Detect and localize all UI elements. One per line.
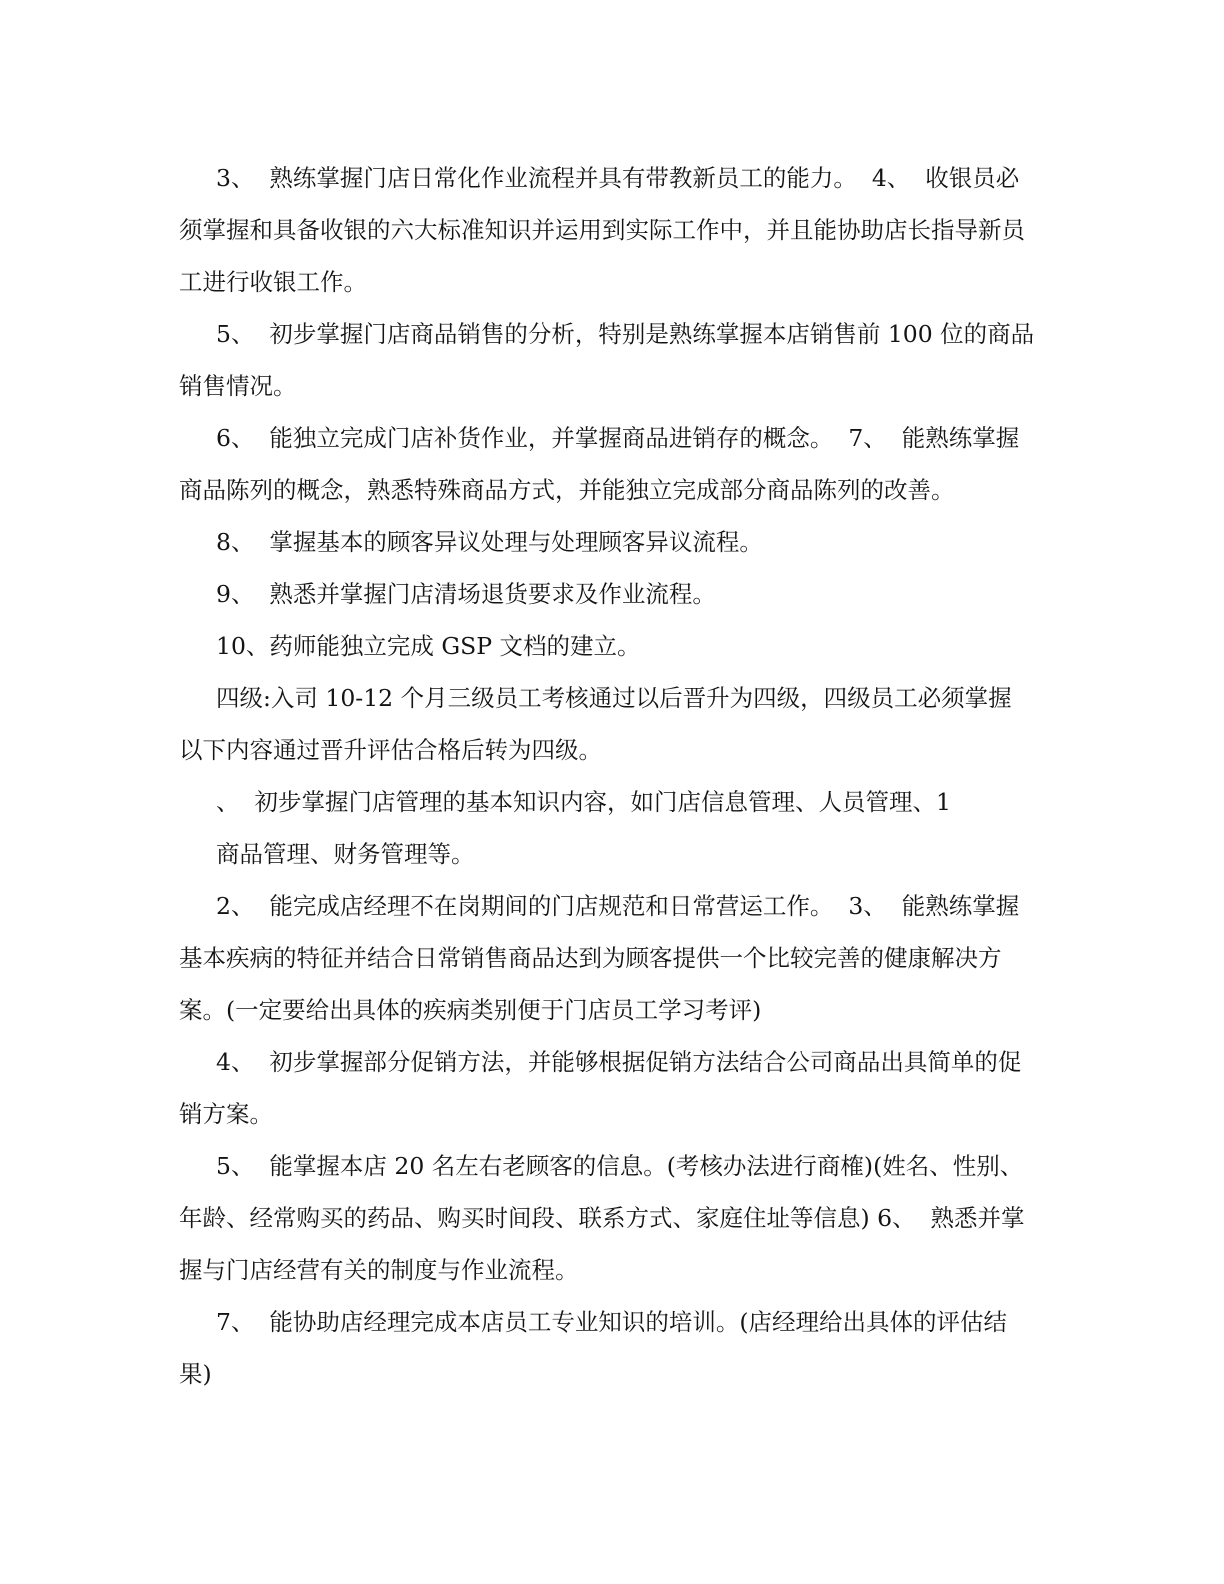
paragraph-line: 商品陈列的概念，熟悉特殊商品方式，并能独立完成部分商品陈列的改善。 <box>179 476 955 504</box>
paragraph-line: 6、 能独立完成门店补货作业，并掌握商品进销存的概念。 7、 能熟练掌握 <box>216 424 1020 452</box>
paragraph-line: 、 初步掌握门店管理的基本知识内容，如门店信息管理、人员管理、1 <box>216 788 951 816</box>
paragraph-line: 工进行收银工作。 <box>179 268 367 296</box>
paragraph-line: 以下内容通过晋升评估合格后转为四级。 <box>179 736 602 764</box>
paragraph-line: 案。(一定要给出具体的疾病类别便于门店员工学习考评) <box>179 996 762 1024</box>
paragraph-line: 8、 掌握基本的顾客异议处理与处理顾客异议流程。 <box>216 528 763 556</box>
paragraph-line: 商品管理、财务管理等。 <box>216 840 475 868</box>
paragraph-line: 基本疾病的特征并结合日常销售商品达到为顾客提供一个比较完善的健康解决方 <box>179 944 1002 972</box>
document-body <box>179 152 1041 1400</box>
paragraph-line: 握与门店经营有关的制度与作业流程。 <box>179 1256 579 1284</box>
paragraph-line: 7、 能协助店经理完成本店员工专业知识的培训。(店经理给出具体的评估结 <box>216 1308 1008 1336</box>
paragraph-line: 9、 熟悉并掌握门店清场退货要求及作业流程。 <box>216 580 716 608</box>
paragraph-line: 销方案。 <box>179 1100 273 1128</box>
paragraph-line: 10、药师能独立完成 GSP 文档的建立。 <box>216 632 641 660</box>
paragraph-line: 年龄、经常购买的药品、购买时间段、联系方式、家庭住址等信息) 6、 熟悉并掌 <box>179 1204 1025 1232</box>
paragraph-line: 4、 初步掌握部分促销方法，并能够根据促销方法结合公司商品出具简单的促 <box>216 1048 1022 1076</box>
paragraph-line: 须掌握和具备收银的六大标准知识并运用到实际工作中，并且能协助店长指导新员 <box>179 216 1025 244</box>
paragraph-line: 四级:入司 10-12 个月三级员工考核通过以后晋升为四级，四级员工必须掌握 <box>216 684 1012 712</box>
paragraph-line: 3、 熟练掌握门店日常化作业流程并具有带教新员工的能力。 4、 收银员必 <box>216 164 1020 192</box>
paragraph-line: 5、 初步掌握门店商品销售的分析，特别是熟练掌握本店销售前 100 位的商品 <box>216 320 1035 348</box>
paragraph-line: 5、 能掌握本店 20 名左右老顾客的信息。(考核办法进行商榷)(姓名、性别、 <box>216 1152 1024 1180</box>
paragraph-line: 果) <box>179 1360 212 1388</box>
paragraph-line: 2、 能完成店经理不在岗期间的门店规范和日常营运工作。 3、 能熟练掌握 <box>216 892 1020 920</box>
paragraph-line: 销售情况。 <box>179 372 297 400</box>
